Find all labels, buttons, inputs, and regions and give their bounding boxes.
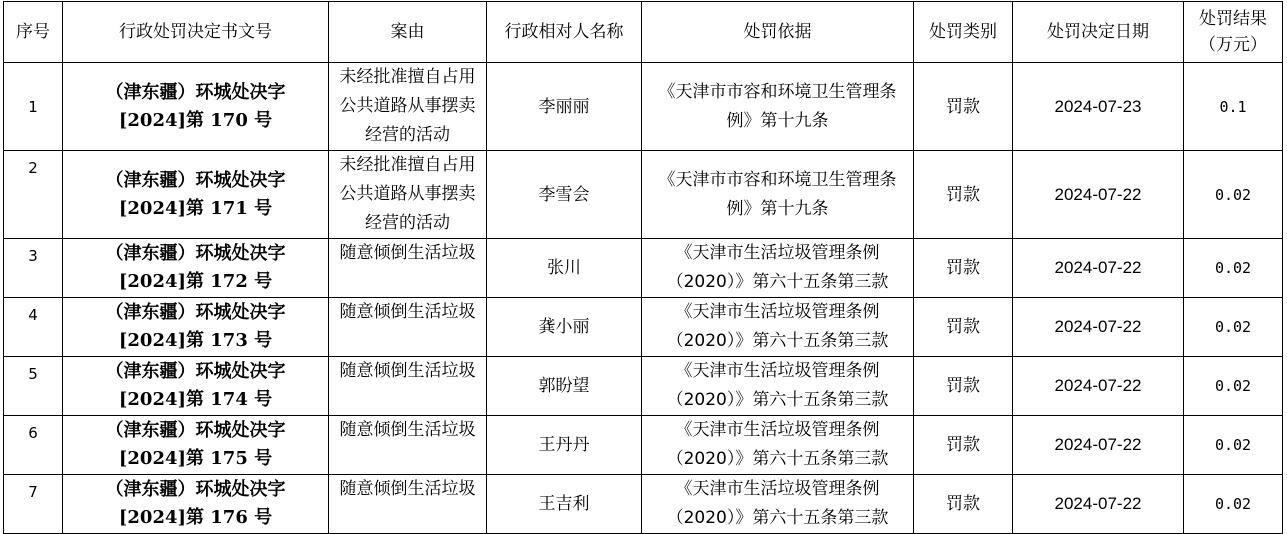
doc-number-line1: （津东疆）环城处决字 (105, 479, 286, 500)
cell-type: 罚款 (914, 63, 1013, 151)
cell-date: 2024-07-22 (1013, 151, 1184, 239)
doc-number-line1: （津东疆）环城处决字 (105, 302, 286, 323)
cell-basis: 《天津市生活垃圾管理条例（2020）》第六十五条第三款 (642, 298, 914, 357)
cell-party: 张川 (487, 239, 642, 298)
cell-basis: 《天津市市容和环境卫生管理条例》第十九条 (642, 63, 914, 151)
cell-type: 罚款 (914, 239, 1013, 298)
header-basis: 处罚依据 (642, 2, 914, 63)
cell-basis: 《天津市生活垃圾管理条例（2020）》第六十五条第三款 (642, 357, 914, 416)
doc-number-line2: [2024]第 172 号 (118, 271, 273, 292)
cell-result: 0.02 (1184, 298, 1283, 357)
cell-type: 罚款 (914, 416, 1013, 475)
doc-number-line1: （津东疆）环城处决字 (105, 361, 286, 382)
doc-number-line2: [2024]第 170 号 (118, 109, 273, 131)
cell-doc-number (63, 151, 329, 239)
cell-party: 龚小丽 (487, 298, 642, 357)
cell-doc-number (63, 63, 329, 151)
cell-no: 1 (4, 63, 63, 151)
header-row (4, 2, 1283, 63)
cell-date: 2024-07-22 (1013, 298, 1184, 357)
cell-basis: 《天津市市容和环境卫生管理条例》第十九条 (642, 151, 914, 239)
cell-case: 随意倾倒生活垃圾 (329, 475, 487, 534)
header-no: 序号 (4, 2, 63, 63)
doc-number-line2: [2024]第 174 号 (118, 389, 273, 410)
table-row (4, 475, 1283, 534)
cell-result: 0.02 (1184, 416, 1283, 475)
doc-number-line1: （津东疆）环城处决字 (105, 81, 286, 103)
header-party: 行政相对人名称 (487, 2, 642, 63)
cell-doc-number (63, 475, 329, 534)
table-row (4, 63, 1283, 151)
cell-no: 7 (4, 475, 63, 534)
cell-result: 0.02 (1184, 357, 1283, 416)
cell-date: 2024-07-22 (1013, 357, 1184, 416)
cell-date: 2024-07-22 (1013, 475, 1184, 534)
cell-result: 0.02 (1184, 239, 1283, 298)
doc-number-line2: [2024]第 171 号 (118, 197, 273, 219)
header-doc-number: 行政处罚决定书文号 (63, 2, 329, 63)
cell-type: 罚款 (914, 298, 1013, 357)
cell-case: 随意倾倒生活垃圾 (329, 239, 487, 298)
cell-case: 未经批准擅自占用公共道路从事摆卖经营的活动 (329, 151, 487, 239)
table-row (4, 357, 1283, 416)
cell-basis: 《天津市生活垃圾管理条例（2020）》第六十五条第三款 (642, 239, 914, 298)
doc-number-line1: （津东疆）环城处决字 (105, 169, 286, 191)
header-case: 案由 (329, 2, 487, 63)
doc-number-line2: [2024]第 173 号 (118, 330, 273, 351)
cell-party: 李丽丽 (487, 63, 642, 151)
cell-type: 罚款 (914, 475, 1013, 534)
doc-number-line1: （津东疆）环城处决字 (105, 243, 286, 264)
table-row (4, 151, 1283, 239)
cell-party: 李雪会 (487, 151, 642, 239)
table-row (4, 416, 1283, 475)
cell-case: 随意倾倒生活垃圾 (329, 357, 487, 416)
cell-result: 0.02 (1184, 475, 1283, 534)
table-row (4, 239, 1283, 298)
cell-basis: 《天津市生活垃圾管理条例（2020）》第六十五条第三款 (642, 416, 914, 475)
cell-party: 王吉利 (487, 475, 642, 534)
cell-date: 2024-07-22 (1013, 416, 1184, 475)
header-result (1184, 2, 1283, 63)
cell-party: 郭盼望 (487, 357, 642, 416)
cell-case: 随意倾倒生活垃圾 (329, 416, 487, 475)
cell-result: 0.02 (1184, 151, 1283, 239)
doc-number-line2: [2024]第 176 号 (118, 507, 273, 528)
cell-doc-number (63, 239, 329, 298)
header-result-line2: （万元） (1199, 35, 1267, 55)
header-result-line1: 处罚结果 (1199, 9, 1267, 29)
doc-number-line2: [2024]第 175 号 (118, 448, 273, 469)
cell-result: 0.1 (1184, 63, 1283, 151)
doc-number-line1: （津东疆）环城处决字 (105, 420, 286, 441)
cell-case: 未经批准擅自占用公共道路从事摆卖经营的活动 (329, 63, 487, 151)
cell-type: 罚款 (914, 357, 1013, 416)
cell-party: 王丹丹 (487, 416, 642, 475)
cell-basis: 《天津市生活垃圾管理条例（2020）》第六十五条第三款 (642, 475, 914, 534)
header-date: 处罚决定日期 (1013, 2, 1184, 63)
table-row (4, 298, 1283, 357)
cell-case: 随意倾倒生活垃圾 (329, 298, 487, 357)
cell-doc-number (63, 416, 329, 475)
cell-no: 6 (4, 416, 63, 475)
cell-no: 3 (4, 239, 63, 298)
cell-no: 2 (4, 151, 63, 239)
header-type: 处罚类别 (914, 2, 1013, 63)
cell-no: 4 (4, 298, 63, 357)
cell-no: 5 (4, 357, 63, 416)
penalty-table (3, 1, 1283, 534)
cell-doc-number (63, 298, 329, 357)
cell-date: 2024-07-23 (1013, 63, 1184, 151)
cell-date: 2024-07-22 (1013, 239, 1184, 298)
cell-doc-number (63, 357, 329, 416)
cell-type: 罚款 (914, 151, 1013, 239)
